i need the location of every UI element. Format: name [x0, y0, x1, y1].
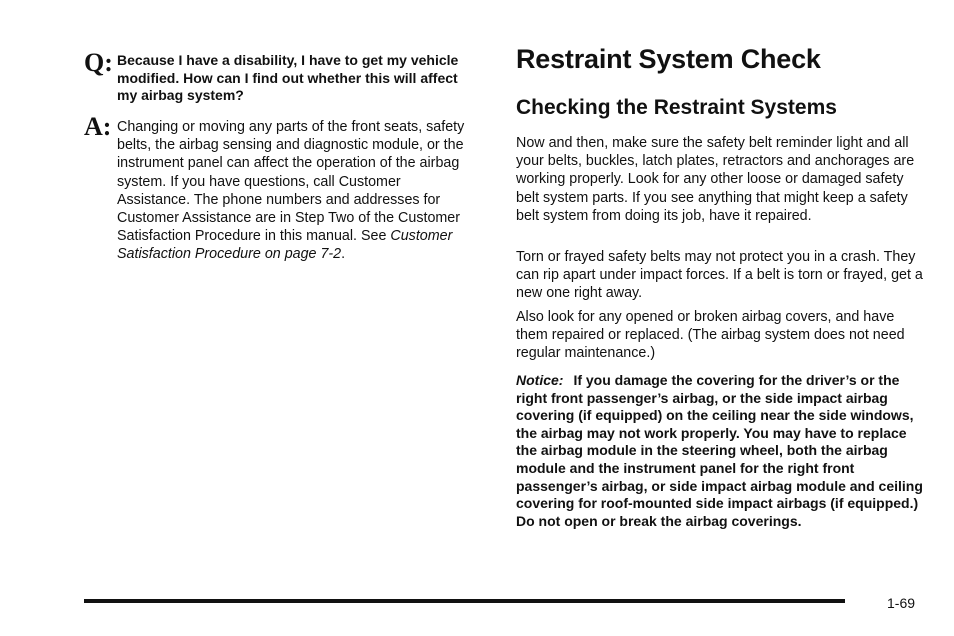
question-marker: Q:	[84, 48, 113, 77]
answer-marker: A:	[84, 112, 112, 141]
paragraph-torn-belts: Torn or frayed safety belts may not protect you in a crash. They can rip apart under impact forces. If a belt is torn or frayed, get a new one right away.	[516, 249, 923, 302]
page-number: 1-69	[887, 595, 916, 611]
notice-block	[516, 372, 924, 530]
paragraph-airbag-covers: Also look for any opened or broken airbag covers, and have them repaired or replaced. (The airbag system does not need regular maintenance.)	[516, 309, 905, 362]
question-text: Because I have a disability, I have to get my vehicle modified. How can I find out whether this will affect my airbag system?	[117, 52, 459, 103]
answer-end: .	[341, 246, 346, 263]
answer-text	[117, 114, 474, 264]
question-block	[84, 50, 474, 105]
section-title: Restraint System Check	[516, 44, 821, 74]
answer-block	[84, 114, 474, 264]
footer-divider	[84, 599, 845, 603]
answer-cross-reference: Customer Satisfaction Procedure on page 7-2	[117, 228, 453, 263]
notice-text: If you damage the covering for the driver’s or the right front passenger’s airbag, or the side impact airbag covering (if equipped) on the ceiling near the side windows, the airbag may not work properly. You may have to replace the airbag module in the steering wheel, both the airbag module and the instrument panel for the right front passenger’s airbag, or side impact airbag module and ceiling covering for roof-mounted side impact airbags (if equipped.) Do not open or break the airbag coverings.	[516, 372, 923, 529]
notice-label: Notice:	[516, 372, 564, 388]
paragraph-check-belts: Now and then, make sure the safety belt reminder light and all your belts, buckles, latch plates, retractors and anchorages are working properly. Look for any other loose or damaged safety belt system parts. If you see anything that might keep a safety belt system from doing its job, have it repaired.	[516, 135, 915, 224]
answer-body: Changing or moving any parts of the front seats, safety belts, the airbag sensing and diagnostic module, or the instrument panel can affect the operation of the airbag system. If you have questions, call Customer Assistance. The phone numbers and addresses for Customer Assistance are in Step Two of the Customer Satisfaction Procedure in this manual. See	[117, 119, 465, 245]
subsection-title: Checking the Restraint Systems	[516, 96, 837, 119]
